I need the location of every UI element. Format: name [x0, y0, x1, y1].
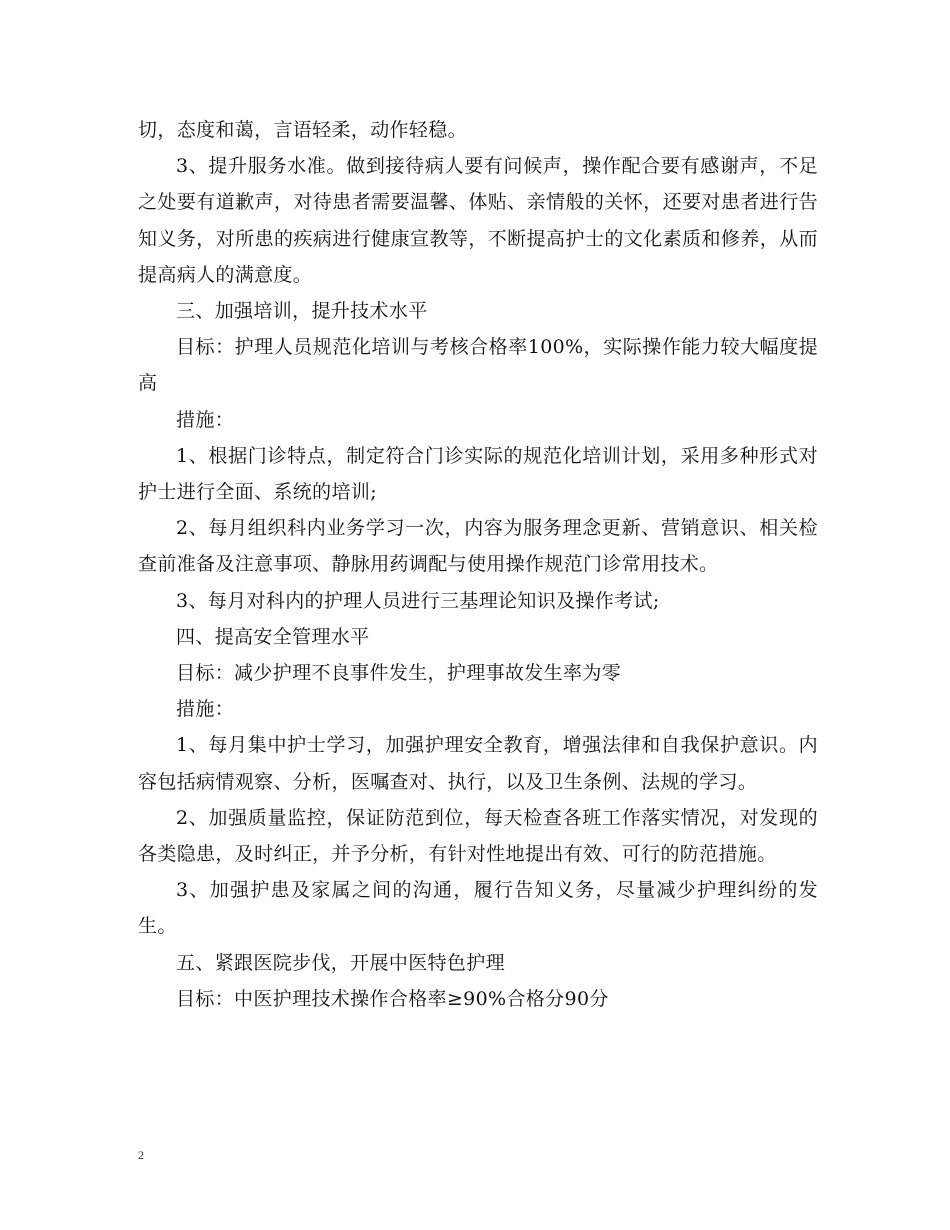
section-heading-safety: 四、提高安全管理水平 [176, 625, 370, 648]
paragraph-tcm-goal: 目标：中医护理技术操作合格率≥90%合格分90分 [176, 987, 609, 1010]
paragraph-training-goal: 目标：护理人员规范化培训与考核合格率100%，实际操作能力较大幅度提高 [138, 336, 818, 395]
section-heading-training: 三、加强培训，提升技术水平 [176, 300, 428, 323]
paragraph-safety-measure-3: 3、加强护患及家属之间的沟通，履行告知义务，尽量减少护理纠纷的发生。 [138, 879, 818, 938]
paragraph-training-measure-3: 3、每月对科内的护理人员进行三基理论知识及操作考试; [176, 589, 660, 612]
paragraph-training-measure-2: 2、每月组织科内业务学习一次，内容为服务理念更新、营销意识、相关检查前准备及注意事项、静脉用药调配与使用操作规范门诊常用技术。 [138, 517, 818, 576]
page-number: 2 [138, 1148, 144, 1162]
section-heading-tcm-nursing: 五、紧跟医院步伐，开展中医特色护理 [176, 951, 505, 974]
paragraph-service-standard: 3、提升服务水准。做到接待病人要有问候声，操作配合要有感谢声，不足之处要有道歉声，对待患者需要温馨、体贴、亲情般的关怀，还要对患者进行告知义务，对所患的疾病进行健康宣教等，不断提高护士的文化素质和修养，从而提高病人的满意度。 [138, 155, 818, 286]
paragraph-training-measure-1: 1、根据门诊特点，制定符合门诊实际的规范化培训计划，采用多种形式对护士进行全面、系统的培训; [138, 444, 818, 504]
paragraph-safety-measure-2: 2、加强质量监控，保证防范到位，每天检查各班工作落实情况，对发现的各类隐患，及时纠正，并予分析，有针对性地提出有效、可行的防范措施。 [138, 806, 818, 866]
paragraph-continuation: 切，态度和蔼，言语轻柔，动作轻稳。 [138, 119, 467, 141]
paragraph-safety-goal: 目标：减少护理不良事件发生，护理事故发生率为零 [176, 662, 622, 685]
document-body [138, 112, 818, 1017]
paragraph-measures-label: 措施： [176, 698, 235, 721]
paragraph-safety-measure-1: 1、每月集中护士学习，加强护理安全教育，增强法律和自我保护意识。内容包括病情观察、分析，医嘱查对、执行，以及卫生条例、法规的学习。 [138, 734, 818, 793]
paragraph-measures-label: 措施： [176, 408, 235, 431]
